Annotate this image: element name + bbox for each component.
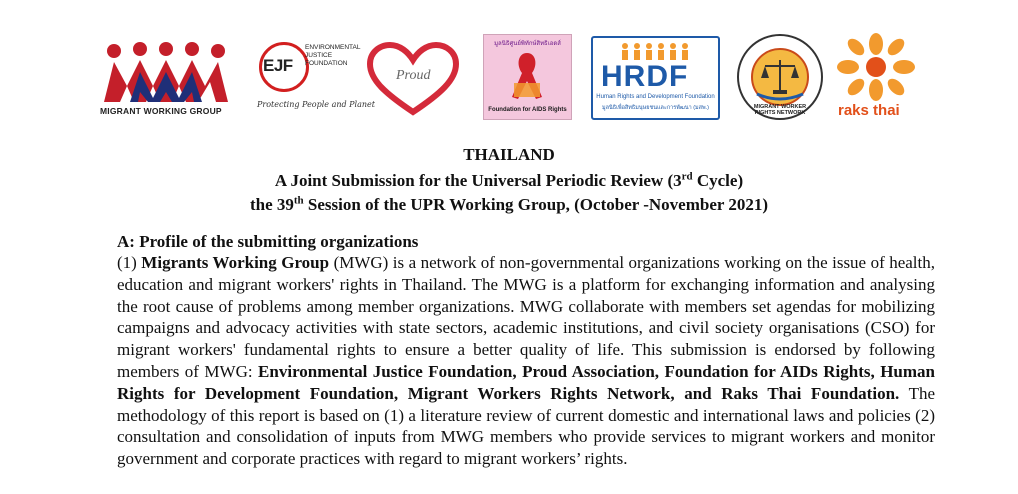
org-name: Migrants Working Group xyxy=(141,253,330,272)
far-thai-name: มูลนิธิศูนย์พิทักษ์สิทธิเอดส์ xyxy=(494,41,561,47)
raks-thai-word: raks thai xyxy=(838,102,900,119)
ejf-tagline: Protecting People and Planet xyxy=(257,100,375,109)
profile-paragraph xyxy=(117,252,935,470)
member-list: Environmental Justice Foundation, Proud Association, Foundation for AIDs Rights, Human Rights for Development Foundation, Migrant Workers Rights Network, and Raks Thai Foundation. xyxy=(117,361,935,403)
para-body-end: The methodology of this report is based on (1) a literature review of current domestic and international laws and policies (2) consultation and consolidation of inputs from MWG members who provide services to migrant workers and monitor government and corporate practices with regard to migrant workers’ rights. xyxy=(117,383,935,469)
proud-word: Proud xyxy=(396,68,431,83)
ejf-abbr: EJF xyxy=(263,56,293,75)
ejf-name xyxy=(305,44,361,68)
mwg-caption: MIGRANT WORKING GROUP xyxy=(100,106,222,116)
far-english-name: Foundation for AIDS Rights xyxy=(488,107,567,113)
far-logo xyxy=(483,34,572,120)
raks-thai-logo xyxy=(836,32,916,122)
hrdf-logo xyxy=(591,36,720,120)
hrdf-thai-name: มูลนิธิเพื่อสิทธิมนุษยชนและการพัฒนา (มสพ.) xyxy=(602,105,709,111)
ejf-name-line: FOUNDATION xyxy=(305,60,348,67)
para-body: (MWG) is a network of non-governmental organizations working on the issue of health, education and migrant workers' rights in Thailand. The MWG is a platform for exchanging information and analysing the root cause of problems among member organizations. MWG collaborate with members set agendas for mobilizing campaigns and advocacy activities with state sectors, academic institutions, and civil society organisations (CSO) for migrant workers' fundamental rights to ensure a better quality of life. This submission is endorsed by following members of MWG: xyxy=(117,253,935,381)
country-heading: THAILAND xyxy=(463,145,555,164)
session-title-text: the 39 xyxy=(249,195,294,214)
session-title-text-end: Session of the UPR Working Group, (October -November 2021) xyxy=(303,195,769,214)
session-ordinal: th xyxy=(293,194,304,207)
session-title xyxy=(0,195,1018,215)
submission-title-text-end: Cycle) xyxy=(692,171,744,190)
section-heading: A: Profile of the submitting organizations xyxy=(117,232,419,251)
hrdf-people-icon xyxy=(595,40,716,62)
hrdf-name: Human Rights and Development Foundation xyxy=(596,94,715,100)
logo-banner xyxy=(0,28,1018,128)
mwrn-ring-text: MIGRANT WORKER RIGHTS NETWORK xyxy=(753,104,807,116)
submission-title xyxy=(0,171,1018,191)
cycle-ordinal: rd xyxy=(681,170,693,183)
mwrn-logo xyxy=(735,32,825,122)
submission-title-text: A Joint Submission for the Universal Periodic Review (3 xyxy=(274,171,682,190)
ejf-name-line: JUSTICE xyxy=(305,52,333,59)
proud-logo xyxy=(366,42,461,118)
hrdf-abbr: HRDF xyxy=(601,60,689,93)
mwg-people-icon xyxy=(100,42,235,104)
para-number: (1) xyxy=(117,253,142,272)
ejf-logo xyxy=(255,40,375,120)
hands-sun-icon xyxy=(836,32,916,102)
mwg-logo xyxy=(100,42,235,122)
ejf-name-line: ENVIRONMENTAL xyxy=(305,44,361,51)
